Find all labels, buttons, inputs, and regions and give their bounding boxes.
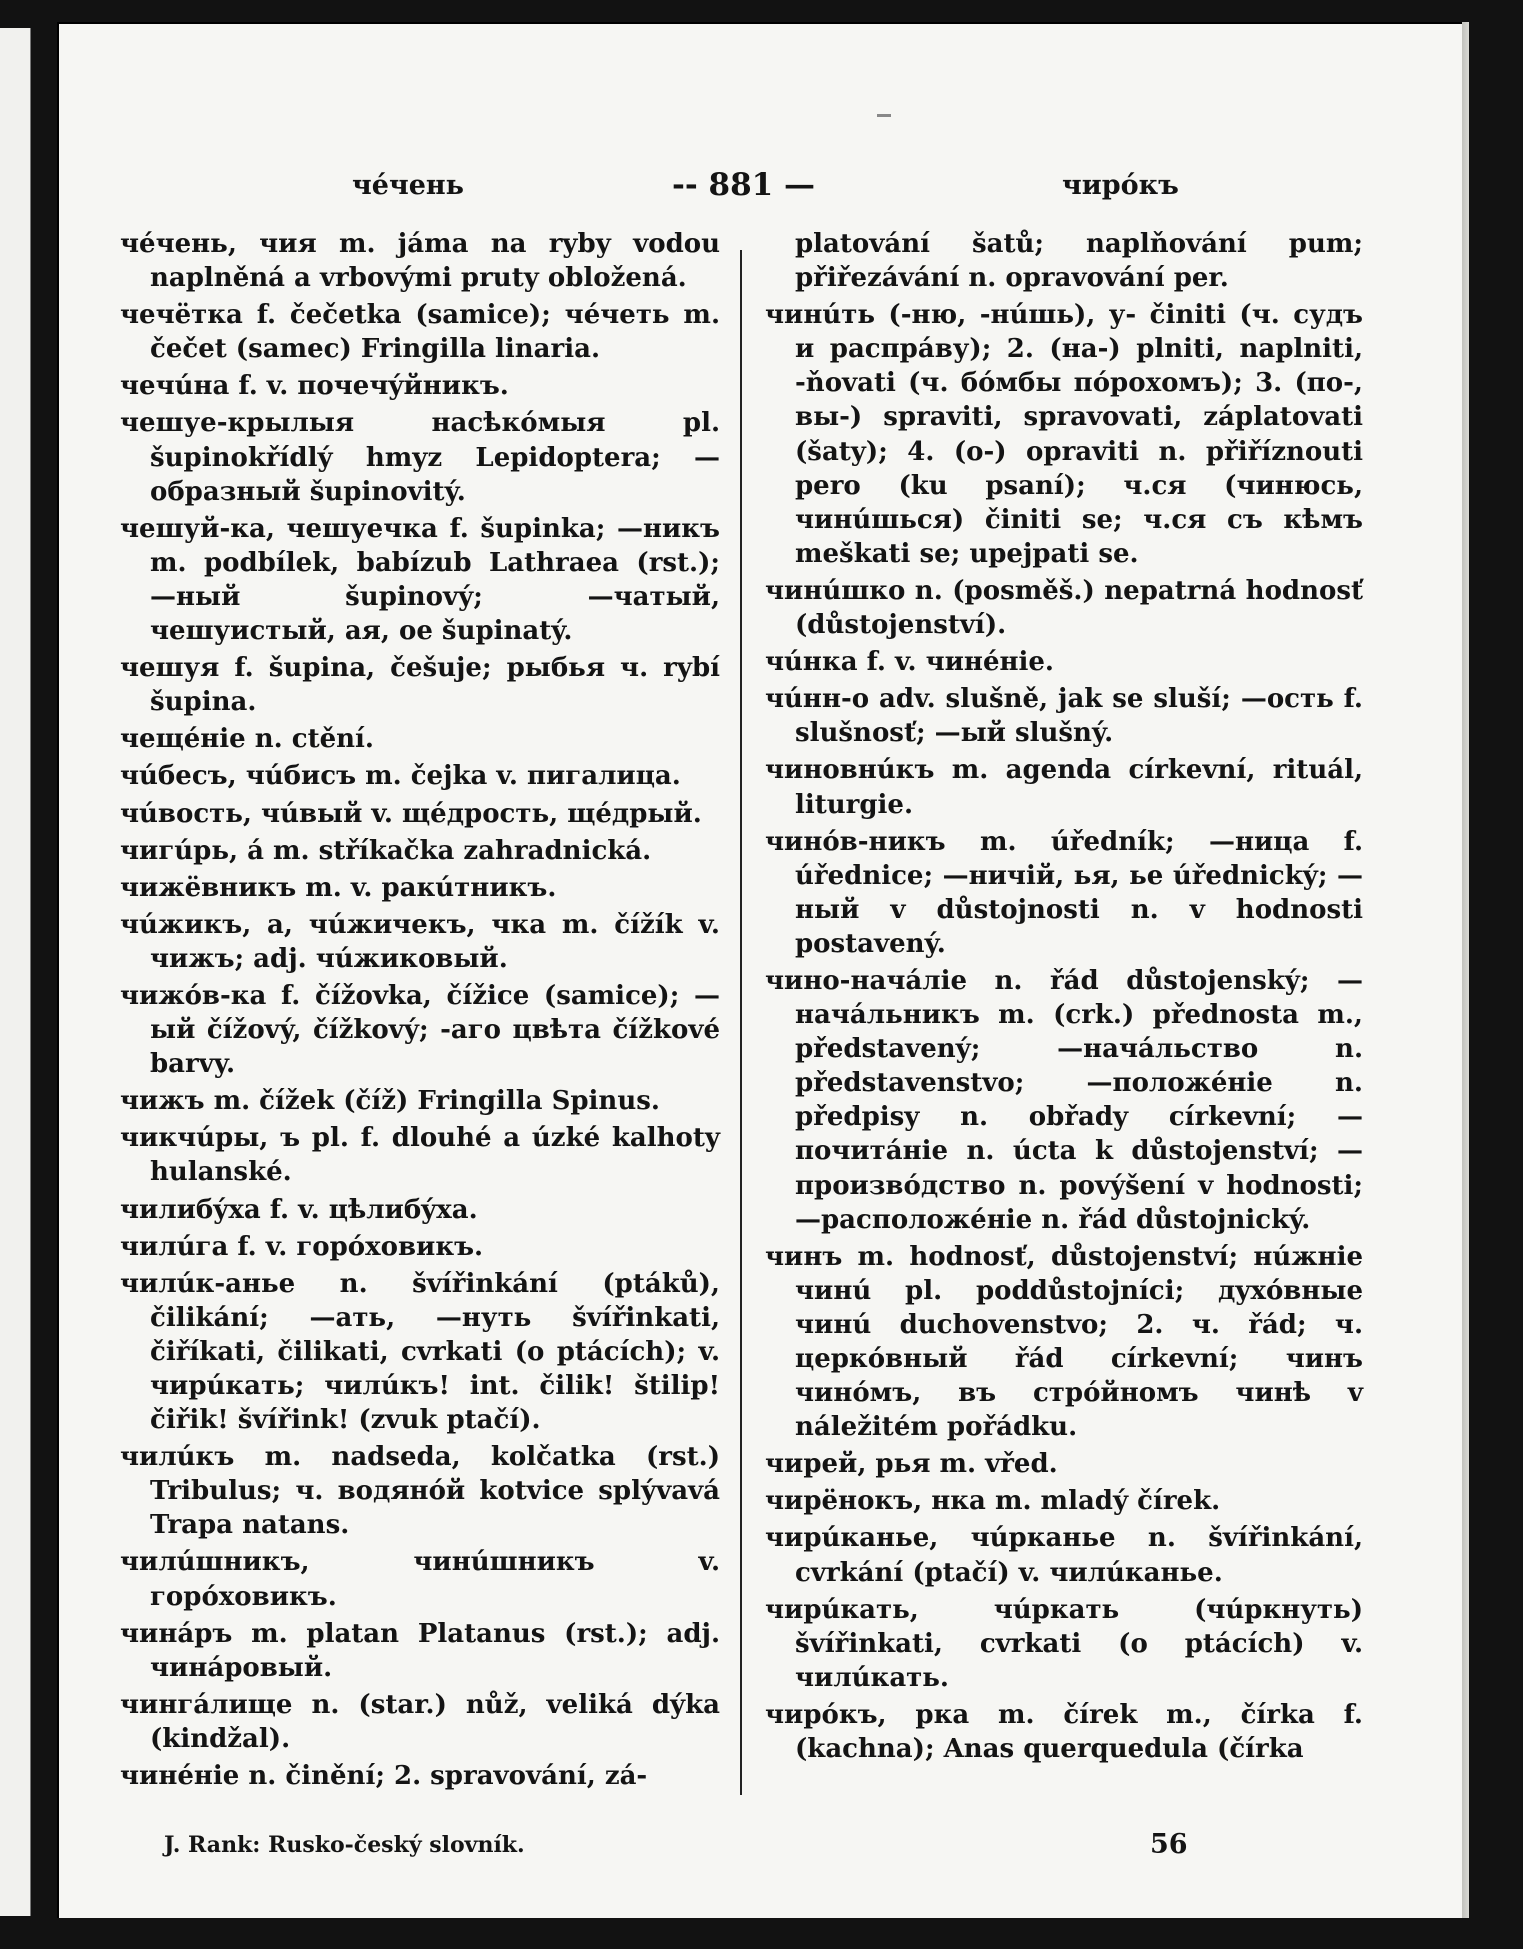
dictionary-entry: чешуя f. šupina, češuje; рыбья ч. rybí šupina.	[120, 653, 720, 718]
dictionary-entry: чинáръ m. platan Platanus (rst.); adj. чинáровый.	[120, 1618, 720, 1683]
dictionary-entry: чечúна f. v. почечýйникъ.	[120, 371, 509, 402]
dictionary-entry: чирúканье, чúрканье n. švířinkání, cvrkání (ptačí) v. чилúканье.	[765, 1523, 1363, 1588]
dictionary-entry: чижъ m. čížek (číž) Fringilla Spinus.	[120, 1086, 660, 1117]
dictionary-entry-continued: platování šatů; naplňování pum; přiřezávání n. opravování per.	[795, 229, 1363, 294]
dictionary-entry: чигúрь, á m. stříkačka zahradnická.	[120, 835, 652, 866]
column-divider	[740, 250, 742, 1795]
dictionary-entry: чечётка f. čečetka (samice); чéчеть m. čečet (samec) Fringilla linaria.	[120, 300, 720, 365]
running-head	[57, 167, 1462, 210]
dictionary-entry: чилúшникъ, чинúшникъ v. горóховикъ.	[120, 1547, 720, 1612]
sheet-number: 56	[1150, 1829, 1188, 1860]
dictionary-entry: чинéніе n. činění; 2. spravování, zá-	[120, 1761, 648, 1792]
dictionary-entry: чино-начáліе n. řád důstojenský; —начáльникъ m. (crk.) přednosta m., představený; —начáльство n. představenstvo; —положéніе n. předpisy n. obřady církevní; —почитáніе n. úcta k důstojenství; —произвóдство n. povýšení v hodnosti; —расположéніе n. řád důstojnický.	[765, 965, 1363, 1235]
right-column	[765, 227, 1363, 1769]
dictionary-entry: чижёвникъ m. v. ракúтникъ.	[120, 872, 557, 903]
dictionary-entry: чúжикъ, а, чúжичекъ, чка m. čížík v. чижъ; adj. чúжиковый.	[120, 909, 720, 974]
page-footer	[57, 1829, 1462, 1872]
dictionary-entry: чешуе-крылыя насѣкóмыя pl. šupinokřídlý hmyz Lepidoptera; —образный šupinovitý.	[120, 408, 720, 507]
dictionary-entry: чиновнúкъ m. agenda církevní, rituál, liturgie.	[765, 755, 1363, 820]
guide-word-left: чéчень	[352, 170, 464, 201]
dictionary-entry: чирёнокъ, нка m. mladý čírek.	[765, 1486, 1221, 1517]
print-mark	[877, 114, 891, 117]
dictionary-page	[57, 22, 1462, 1918]
dictionary-entry: чижóв-ка f. čížovka, čížice (samice); —ый čížový, čížkový; -аго цвѣта čížkové barvy.	[120, 980, 720, 1080]
dictionary-entry: чилúк-анье n. švířinkání (ptáků), čilikání; —ать, —нуть švířinkati, čiříkati, čilikati, cvrkati (o ptácích); v. чирúкать; чилúкъ! int. čilik! štilip! čiřik! švířink! (zvuk ptačí).	[120, 1268, 720, 1436]
dictionary-entry: чúвость, чúвый v. щéдрость, щéдрый.	[120, 798, 702, 829]
dictionary-entry: чилибýха f. v. цѣлибýха.	[120, 1194, 478, 1225]
dictionary-entry: чúбесъ, чúбисъ m. čejka v. пигалица.	[120, 761, 681, 792]
dictionary-entry: чинúть (-ню, -нúшь), у- činiti (ч. судъ и распрáву); 2. (на-) plniti, naplniti, -ňovati (ч. бóмбы пóрохомъ); 3. (по-, вы-) spraviti, spravovati, záplatovati (šaty); 4. (о-) opraviti n. přiříznouti pero (ku psaní); ч.ся (чинюсь, чинúшься) činiti se; ч.ся съ кѣмъ meškati se; upejpati se.	[765, 300, 1363, 569]
dictionary-entry: чúнка f. v. чинéніе.	[765, 647, 1054, 678]
dictionary-entry: чещéніе n. ctění.	[120, 724, 374, 755]
dictionary-entry: чинъ m. hodnosť, důstojenství; нúжніе чинú pl. poddůstojníci; дyхóвные чинú duchovenstvo; 2. ч. řád; ч. церкóвный řád církevní; чинъ чинóмъ, въ стрóйномъ чинѣ v náležitém pořádku.	[765, 1241, 1363, 1443]
dictionary-entry: чéчень, чия m. jáma na ryby vodou naplněná a vrbovými pruty obložená.	[120, 229, 720, 294]
dictionary-entry: чингáлище n. (star.) nůž, veliká dýka (kindžal).	[120, 1689, 720, 1754]
guide-word-right: чирóкъ	[1062, 170, 1179, 201]
page-number: -- 881 —	[672, 167, 816, 203]
dictionary-entry: чешуй-ка, чешуечка f. šupinka; —никъ m. podbílek, babízub Lathraea (rst.); —ный šupinový; —чатый, чешуистый, ая, ое šupinatý.	[120, 513, 720, 647]
left-column	[120, 227, 720, 1796]
dictionary-entry: чирей, рья m. vřed.	[765, 1449, 1058, 1480]
printer-signature: J. Rank: Rusko-český slovník.	[164, 1832, 525, 1858]
dictionary-entry: чилúга f. v. горóховикъ.	[120, 1231, 484, 1262]
adjacent-page-edge	[0, 28, 31, 1916]
dictionary-entry: чинúшко n. (posměš.) nepatrná hodnosť (důstojenství).	[765, 575, 1363, 641]
dictionary-entry: чирúкать, чúркать (чúркнуть) švířinkati, cvrkati (o ptácích) v. чилúкать.	[765, 1594, 1363, 1693]
dictionary-entry: чúнн-о adv. slušně, jak se sluší; —ость f. slušnosť; —ый slušný.	[765, 684, 1363, 749]
dictionary-entry: чинóв-никъ m. úředník; —ница f. úřednice; —ничій, ья, ье úřednický; —ный v důstojnosti n. v hodnosti postavený.	[765, 826, 1363, 959]
dictionary-entry: чилúкъ m. nadseda, kolčatka (rst.) Tribulus; ч. водянóй kotvice splývavá Trapa natans.	[120, 1442, 720, 1541]
dictionary-entry: чикчúры, ъ pl. f. dlouhé a úzké kalhoty hulanské.	[120, 1123, 720, 1188]
dictionary-entry: чирóкъ, рка m. čírek m., čírka f. (kachna); Anas querquedula (čírka	[765, 1699, 1363, 1765]
